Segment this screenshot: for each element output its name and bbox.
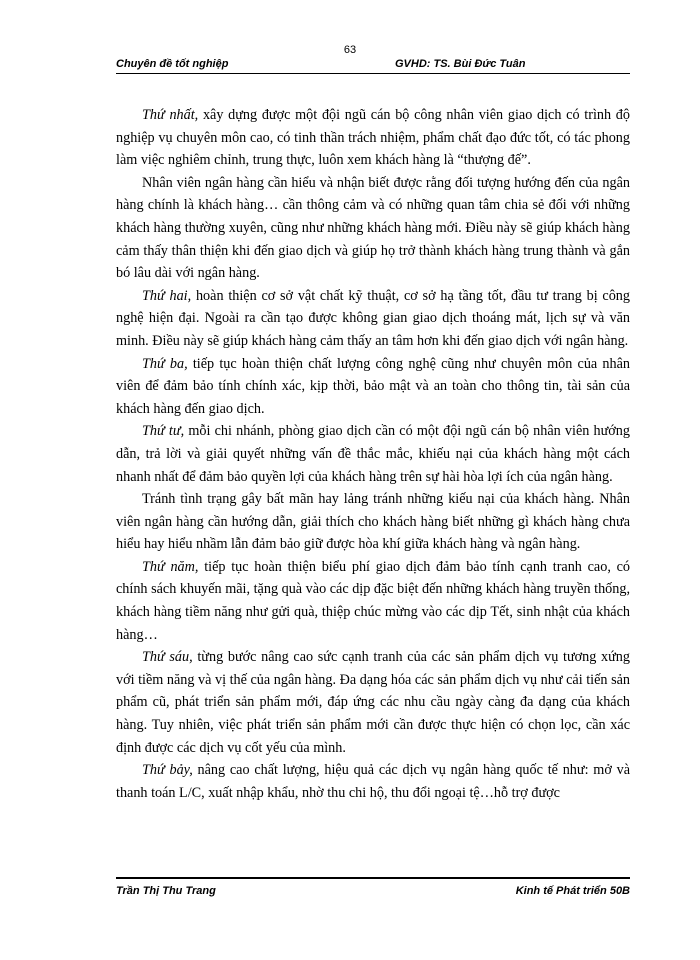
paragraph-text: từng bước nâng cao sức cạnh tranh của các sản phẩm dịch vụ tương xứng với tiềm năng và vị thế của ngân hàng. Đa dạng hóa các sản phẩm dịch vụ như cải tiến sản phẩm cũ, phát triển sản phẩm mới, đáp ứng các nhu cầu ngày càng đa dạng của khách hàng. Tuy nhiên, việc phát triển sản phẩm mới cần được thực hiện có chọn lọc, cần xác định được các dịch vụ cốt yếu của mình. [116,649,630,756]
paragraph-text: tiếp tục hoàn thiện chất lượng công nghệ cũng như chuyên môn của nhân viên để đảm bảo tính chính xác, kịp thời, bảo mật và an toàn cho thông tin, tài sản của khách hàng đến giao dịch. [116,355,630,417]
page-header [116,57,630,74]
paragraph-lead: Thứ ba, [142,355,188,372]
paragraph [116,488,630,556]
paragraph [116,353,630,421]
paragraph-text: nâng cao chất lượng, hiệu quả các dịch vụ ngân hàng quốc tế như: mở và thanh toán L/C, xuất nhập khẩu, nhờ thu chi hộ, thu đổi ngoại tệ…hỗ trợ được [116,762,630,801]
page-number: 63 [343,44,357,56]
paragraph [116,556,630,646]
paragraph [116,759,630,804]
paragraph-text: Tránh tình trạng gây bất mãn hay lảng tránh những kiếu nại của khách hàng. Nhân viên ngân hàng cần hướng dẫn, giải thích cho khách hàng biết những gì khách hàng chưa hiểu hay hiểu nhầm lẫn đảm bảo giữ được hòa khí giữa khách hàng và ngân hàng. [116,491,630,553]
header-document-type: Chuyên đề tốt nghiệp [116,58,229,70]
paragraph [116,104,630,172]
footer-author: Trần Thị Thu Trang [116,885,216,897]
document-body [116,104,630,804]
paragraph-lead: Thứ hai, [142,287,192,304]
paragraph-text: mỗi chi nhánh, phòng giao dịch cần có một đội ngũ cán bộ nhân viên hướng dẫn, trả lời và giải quyết những vấn đề thắc mắc, khiếu nại của khách hàng một cách nhanh nhất để đảm bảo quyền lợi của khách hàng trên sự hài hòa lợi ích của ngân hàng. [116,423,630,485]
paragraph-text: tiếp tục hoàn thiện biểu phí giao dịch đảm bảo tính cạnh tranh cao, có chính sách khuyến mãi, tặng quà vào các dịp đặc biệt đến những khách hàng truyền thống, khách hàng tiềm năng như gửi quà, thiệp chúc mừng vào các dịp Tết, sinh nhật của khách hàng… [116,558,630,643]
paragraph-lead: Thứ tư, [142,423,185,440]
paragraph-text: hoàn thiện cơ sở vật chất kỹ thuật, cơ sở hạ tầng tốt, đầu tư trang bị công nghệ hiện đại. Ngoài ra cần tạo được không gian giao dịch thoáng mát, lịch sự và văn minh. Điều này sẽ giúp khách hàng cảm thấy an tâm hơn khi đến giao dịch với ngân hàng. [116,287,630,349]
page-footer [116,877,630,899]
paragraph [116,172,630,285]
header-advisor: GVHD: TS. Bùi Đức Tuân [395,58,526,70]
footer-class: Kinh tế Phát triển 50B [515,885,630,897]
paragraph [116,646,630,759]
paragraph-lead: Thứ bảy, [142,762,193,779]
paragraph-lead: Thứ năm, [142,558,199,575]
paragraph-text: xây dựng được một đội ngũ cán bộ công nhân viên giao dịch có trình độ nghiệp vụ chuyên môn cao, có tinh thần trách nhiệm, phẩm chất đạo đức tốt, có tác phong làm việc nghiêm chỉnh, trung thực, luôn xem khách hàng là “thượng đế”. [116,107,630,169]
paragraph-lead: Thứ nhất, [142,107,199,123]
paragraph [116,420,630,488]
paragraph [116,285,630,353]
paragraph-lead: Thứ sáu, [142,649,193,666]
paragraph-text: Nhân viên ngân hàng cần hiểu và nhận biết được rằng đối tượng hướng đến của ngân hàng chính là khách hàng… cần thông cảm và có những quan tâm chia sẻ đối với những khách hàng thường xuyên, cũng như những khách hàng mới. Điều này sẽ giúp khách hàng cảm thấy thân thiện khi đến giao dịch và giúp họ trở thành khách hàng trung thành và gắn bó lâu dài với ngân hàng. [116,174,630,282]
